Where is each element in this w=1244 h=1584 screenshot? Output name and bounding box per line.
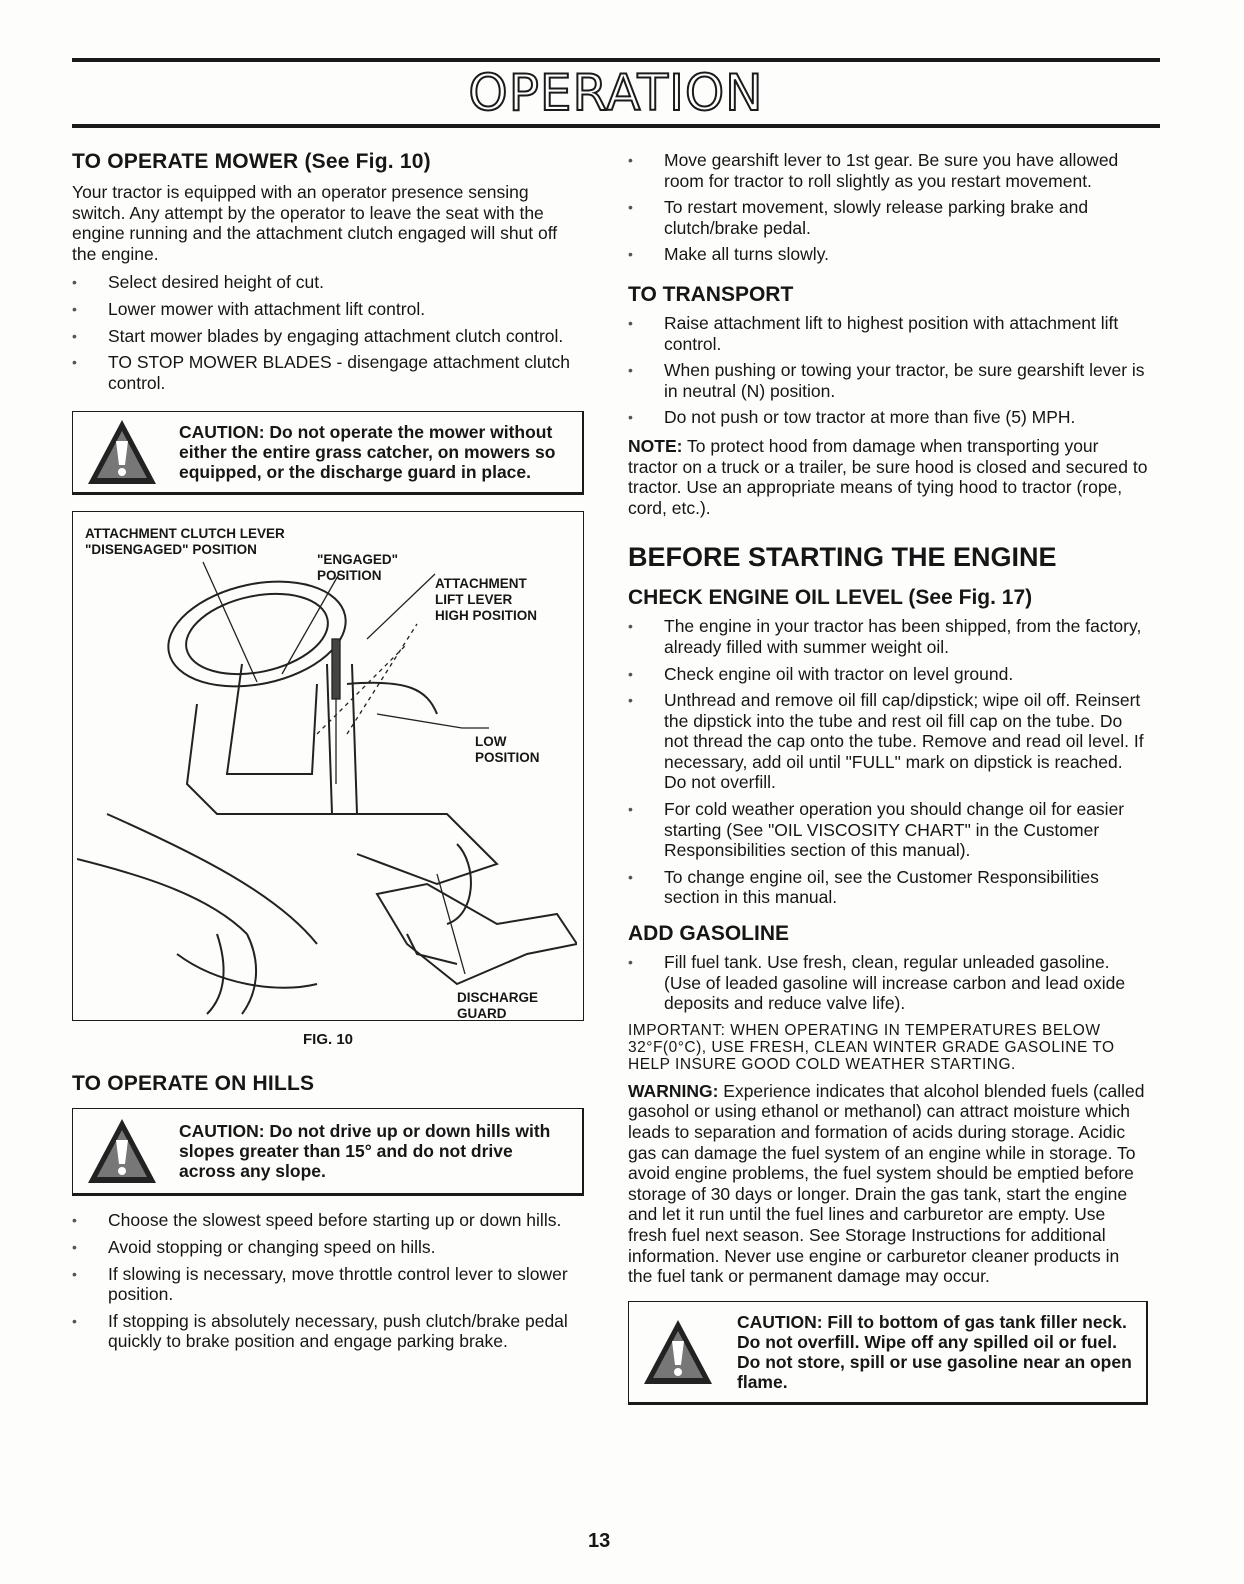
before-starting-heading (628, 542, 1148, 572)
fig-label-lift: ATTACHMENT (435, 576, 527, 592)
list-item: • Start mower blades by engaging attachment clutch control. (72, 326, 584, 347)
list-item: • If slowing is necessary, move throttle control lever to slower position. (72, 1264, 584, 1305)
gas-caution-box (628, 1301, 1148, 1405)
gas-caution-text: CAUTION: Fill to bottom of gas tank filler neck. Do not overfill. Wipe off any spilled oil or fuel. Do not store, spill or use gasoline near an open flame. (737, 1311, 1132, 1392)
list-item: • When pushing or towing your tractor, be sure gearshift lever is in neutral (N) position. (628, 360, 1148, 401)
list-item: • Check engine oil with tractor on level ground. (628, 664, 1148, 685)
list-item: • Avoid stopping or changing speed on hills. (72, 1237, 584, 1258)
gas-list (628, 952, 1148, 1014)
fig-label-clutch-lever: ATTACHMENT CLUTCH LEVER (85, 526, 285, 542)
transport-list (628, 313, 1148, 428)
list-item: • Do not push or tow tractor at more than five (5) MPH. (628, 407, 1148, 428)
note-label: NOTE: (628, 435, 683, 456)
mower-heading: TO OPERATE MOWER (See Fig. 10) (72, 150, 431, 173)
fig-label-low-position: POSITION (475, 750, 540, 766)
oil-list (628, 616, 1148, 908)
fig-label-guard: GUARD (457, 1006, 507, 1022)
fig-label-high-position: HIGH POSITION (435, 608, 538, 624)
list-item: • To restart movement, slowly release parking brake and clutch/brake pedal. (628, 197, 1148, 238)
hills-continued-list (628, 150, 1148, 265)
fig-label-engaged: "ENGAGED" (317, 552, 399, 568)
list-item: • To change engine oil, see the Customer Responsibilities section in this manual. (628, 867, 1148, 908)
warning-triangle-icon (85, 1116, 159, 1186)
list-item: • For cold weather operation you should change oil for easier starting (See "OIL VISCOSITY CHART" in the Customer Responsibilities section of this manual). (628, 799, 1148, 861)
list-item: • Select desired height of cut. (72, 272, 584, 293)
list-item: • The engine in your tractor has been shipped, from the factory, already filled with summer weight oil. (628, 616, 1148, 657)
list-item: • Fill fuel tank. Use fresh, clean, regular unleaded gasoline. (Use of leaded gasoline will increase carbon and lead oxide deposits and reduce valve life). (628, 952, 1148, 1014)
top-rule (72, 58, 1160, 62)
fig-label-disengaged: "DISENGAGED" POSITION (85, 542, 257, 558)
page-number: 13 (588, 1530, 611, 1552)
oil-heading: CHECK ENGINE OIL LEVEL (See Fig. 17) (628, 586, 1033, 610)
important-note: IMPORTANT: WHEN OPERATING IN TEMPERATURES BELOW 32°F(0°C), USE FRESH, CLEAN WINTER GRADE GASOLINE TO HELP INSURE GOOD COLD WEATHER STARTING. (628, 1021, 1115, 1073)
mower-caution-box (72, 411, 584, 495)
figure-caption: FIG. 10 (302, 1031, 354, 1049)
list-item: • If stopping is absolutely necessary, push clutch/brake pedal quickly to brake position and engage parking brake. (72, 1311, 584, 1352)
warning-text: Experience indicates that alcohol blended fuels (called gasohol or using ethanol or methanol) can attract moisture which leads to separation and formation of acids during storage. Acidic gas can damage the fuel system of an engine while in storage. To avoid engine problems, the fuel system should be emptied before storage of 30 days or longer. Drain the gas tank, start the engine and let it run until the fuel lines and carburetor are empty. Use fresh fuel next season. See Storage Instructions for additional information. Never use engine or carburetor cleaner products in the fuel tank or permanent damage may occur. (628, 1080, 1145, 1287)
transport-heading: TO TRANSPORT (628, 282, 794, 306)
title-rule (72, 124, 1160, 128)
hills-heading: TO OPERATE ON HILLS (72, 1072, 315, 1096)
warning-triangle-icon (85, 417, 159, 487)
hills-caution-text: CAUTION: Do not drive up or down hills with slopes greater than 15° and do not drive across any slope. (179, 1121, 551, 1182)
mower-list (72, 272, 584, 393)
warning-triangle-icon (641, 1317, 715, 1387)
list-item: • Unthread and remove oil fill cap/dipstick; wipe oil off. Reinsert the dipstick into the tube and rest oil fill cap on the tube. Do not thread the cap onto the tube. Remove and read oil level. If necessary, add oil until "FULL" mark on dipstick is reached. Do not overfill. (628, 690, 1148, 793)
list-item: • Lower mower with attachment lift control. (72, 299, 584, 320)
warning-label: WARNING: (628, 1080, 719, 1101)
fig-label-lift-lever: LIFT LEVER (435, 592, 513, 608)
hills-caution-box (72, 1108, 584, 1196)
hills-list (72, 1210, 584, 1352)
mower-intro: Your tractor is equipped with an operator presence sensing switch. Any attempt by the operator to leave the seat with the engine running and the attachment clutch engaged will shut off the engine. (72, 182, 558, 264)
figure-10 (72, 511, 584, 1021)
list-item: • Choose the slowest speed before starting up or down hills. (72, 1210, 584, 1231)
page-title: OPERATION (468, 64, 764, 122)
fig-label-discharge: DISCHARGE (457, 990, 539, 1006)
warning-note (628, 1081, 1148, 1287)
fig-label-engaged-position: POSITION (317, 568, 382, 584)
list-item: • Move gearshift lever to 1st gear. Be sure you have allowed room for tractor to roll slightly as you restart movement. (628, 150, 1148, 191)
list-item: • Raise attachment lift to highest position with attachment lift control. (628, 313, 1148, 354)
list-item: • TO STOP MOWER BLADES - disengage attachment clutch control. (72, 352, 584, 393)
mower-caution-text: CAUTION: Do not operate the mower without either the entire grass catcher, on mowers so equipped, or the discharge guard in place. (179, 422, 556, 483)
gas-heading: ADD GASOLINE (628, 922, 790, 946)
section-title: BEFORE STARTING THE ENGINE (628, 542, 1057, 573)
right-column (628, 150, 1148, 1405)
fig-label-low: LOW (475, 734, 507, 750)
left-column (72, 150, 584, 1352)
transport-note (628, 436, 1148, 518)
note-text: To protect hood from damage when transporting your tractor on a truck or a trailer, be sure hood is closed and secured to tractor. Use an appropriate means of tying hood to tractor (rope, cord, etc.). (628, 435, 1148, 518)
list-item: • Make all turns slowly. (628, 244, 1148, 265)
